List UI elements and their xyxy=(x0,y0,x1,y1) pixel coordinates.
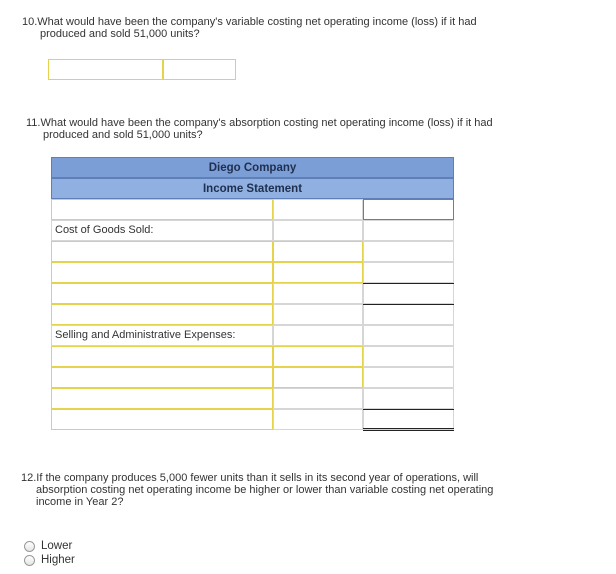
sga-row2-right xyxy=(363,367,454,388)
question-10 xyxy=(22,16,582,40)
sga-row2-amount-input[interactable] xyxy=(273,367,363,388)
q10-amount-input[interactable] xyxy=(163,59,236,80)
cogs-row1-amount-input[interactable] xyxy=(273,241,363,262)
radio-lower[interactable] xyxy=(24,541,35,552)
question-12-text-line3: income in Year 2? xyxy=(36,496,124,508)
question-11-text-line2: produced and sold 51,000 units? xyxy=(43,129,203,141)
cogs-header-right xyxy=(363,220,454,241)
radio-higher[interactable] xyxy=(24,555,35,566)
gross-margin-right xyxy=(363,283,454,304)
cogs-row4-right xyxy=(363,304,454,325)
question-10-text-line2: produced and sold 51,000 units? xyxy=(40,28,200,40)
underline-1 xyxy=(363,283,454,284)
question-11 xyxy=(26,117,586,141)
sga-row1-label-input[interactable] xyxy=(51,346,273,367)
underline-3 xyxy=(363,409,454,410)
cogs-row4-label-input[interactable] xyxy=(51,304,273,325)
cogs-row2-amount-input[interactable] xyxy=(273,262,363,283)
underline-2 xyxy=(363,304,454,305)
option-lower[interactable] xyxy=(24,540,72,552)
cogs-row1-label-input[interactable] xyxy=(51,241,273,262)
sga-header-mid xyxy=(273,325,363,346)
sga-row2-label-input[interactable] xyxy=(51,367,273,388)
sga-header-right xyxy=(363,325,454,346)
double-underline xyxy=(363,428,454,431)
net-income-mid xyxy=(273,409,363,430)
sales-mid-cell xyxy=(273,199,363,220)
question-12-text-line1: If the company produces 5,000 fewer units than it sells in its second year of operations, will xyxy=(36,472,479,484)
sales-amount-input[interactable] xyxy=(363,199,454,220)
question-12-number: 12. xyxy=(21,472,37,484)
question-10-number: 10. xyxy=(22,16,38,28)
sga-row1-amount-input[interactable] xyxy=(273,346,363,367)
cogs-label: Cost of Goods Sold: xyxy=(55,224,154,236)
sga-row3-mid xyxy=(273,388,363,409)
cogs-row4-mid xyxy=(273,304,363,325)
option-lower-label: Lower xyxy=(41,540,73,552)
statement-title: Income Statement xyxy=(51,178,454,199)
q10-label-input[interactable] xyxy=(48,59,163,80)
option-higher[interactable] xyxy=(24,554,75,566)
sga-row3-label-input[interactable] xyxy=(51,388,273,409)
cogs-row1-right xyxy=(363,241,454,262)
sga-label: Selling and Administrative Expenses: xyxy=(55,329,236,341)
question-11-text-line1: What would have been the company's absorption costing net operating income (loss) if it had xyxy=(40,117,493,129)
question-12-text-line2: absorption costing net operating income be higher or lower than variable costing net operating xyxy=(36,484,494,496)
net-income-right xyxy=(363,409,454,430)
question-10-text-line1: What would have been the company's variable costing net operating income (loss) if it had xyxy=(37,16,477,28)
sga-row3-right xyxy=(363,388,454,409)
sga-row1-right xyxy=(363,346,454,367)
cogs-header-mid xyxy=(273,220,363,241)
question-12 xyxy=(21,472,578,508)
cogs-row2-label-input[interactable] xyxy=(51,262,273,283)
sales-label-input[interactable] xyxy=(51,199,273,220)
net-income-label-input[interactable] xyxy=(51,409,273,430)
gross-margin-label-input[interactable] xyxy=(51,283,273,304)
cogs-row2-right xyxy=(363,262,454,283)
gross-margin-mid xyxy=(273,283,363,304)
option-higher-label: Higher xyxy=(41,554,75,566)
question-11-number: 11. xyxy=(26,117,41,129)
statement-company-name: Diego Company xyxy=(51,157,454,178)
